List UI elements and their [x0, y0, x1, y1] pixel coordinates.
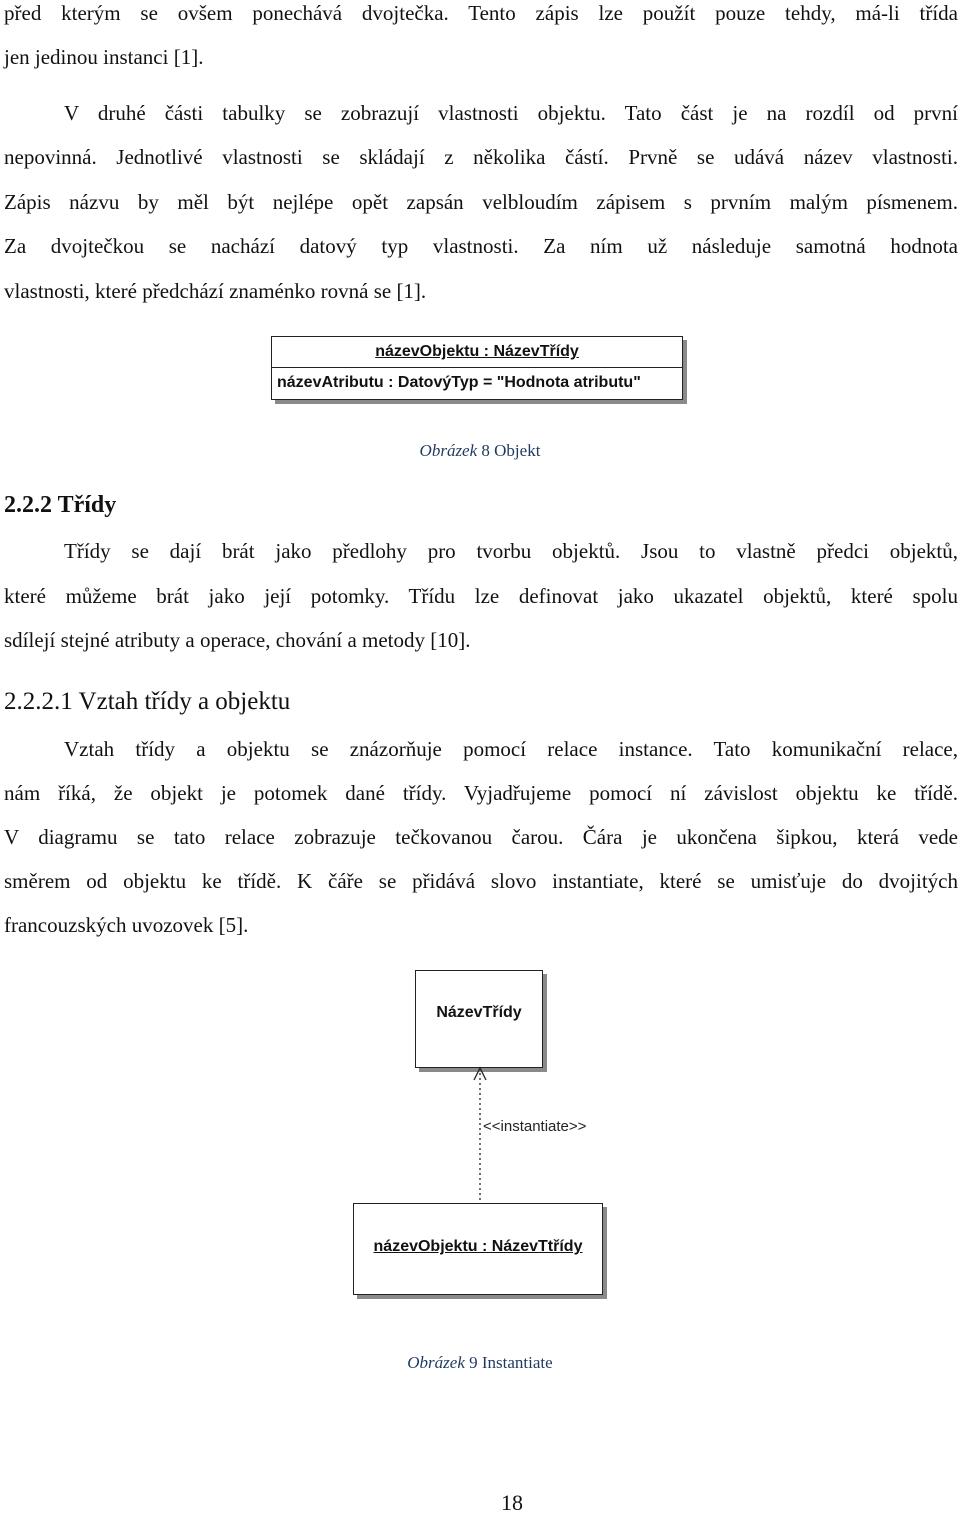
object-attribute: názevAtributu : DatovýTyp = "Hodnota atributu" [277, 374, 641, 391]
figure-caption: Obrázek 9 Instantiate [407, 1353, 553, 1372]
figure-caption: Obrázek 8 Objekt [419, 441, 541, 460]
body-line: V diagramu se tato relace zobrazuje tečkovanou čarou. Čára je ukončena šipkou, která vede [4, 825, 958, 849]
body-line: francouzských uvozovek [5]. [4, 913, 249, 937]
body-line: Za dvojtečkou se nachází datový typ vlastnosti. Za ním už následuje samotná hodnota [4, 234, 958, 258]
body-line: Vztah třídy a objektu se znázorňuje pomocí relace instance. Tato komunikační relace, [64, 737, 958, 761]
page-number: 18 [501, 1490, 523, 1515]
class-box [415, 970, 543, 1068]
body-line: jen jedinou instanci [1]. [4, 45, 204, 69]
body-line: které můžeme brát jako její potomky. Třídu lze definovat jako ukazatel objektů, které spolu [4, 584, 958, 608]
object-header: názevObjektu : NázevTřídy [272, 337, 682, 368]
object-name: názevObjektu : NázevTtřídy [373, 1238, 583, 1255]
body-line: Třídy se dají brát jako předlohy pro tvorbu objektů. Jsou to vlastně předci objektů, [64, 539, 958, 563]
body-line: nám říká, že objekt je potomek dané třídy. Vyjadřujeme pomocí ní závislost objektu ke třídě. [4, 781, 958, 805]
body-line: V druhé části tabulky se zobrazují vlastnosti objektu. Tato část je na rozdíl od první [64, 101, 958, 125]
subsection-heading: 2.2.2.1 Vztah třídy a objektu [4, 688, 291, 715]
instantiate-dependency-arrow [440, 1066, 640, 1206]
body-line: směrem od objektu ke třídě. K čáře se přidává slovo instantiate, které se umisťuje do dvojitých [4, 869, 958, 893]
body-line: sdílejí stejné atributy a operace, chování a metody [10]. [4, 628, 471, 652]
object-box [353, 1203, 603, 1295]
body-line: Zápis názvu by měl být nejlépe opět zapsán velbloudím zápisem s prvním malým písmenem. [4, 190, 958, 214]
body-line: vlastnosti, které předchází znaménko rovná se [1]. [4, 279, 427, 303]
stereotype-label: <<instantiate>> [483, 1118, 587, 1135]
body-line: nepovinná. Jednotlivé vlastnosti se skládají z několika částí. Prvně se udává název vlastnosti. [4, 145, 958, 169]
body-line: před kterým se ovšem ponechává dvojtečka. Tento zápis lze použít pouze tehdy, má-li třída [4, 1, 958, 25]
section-heading: 2.2.2 Třídy [4, 492, 117, 518]
class-name: NázevTřídy [436, 1004, 522, 1021]
object-diagram-box [271, 336, 683, 400]
